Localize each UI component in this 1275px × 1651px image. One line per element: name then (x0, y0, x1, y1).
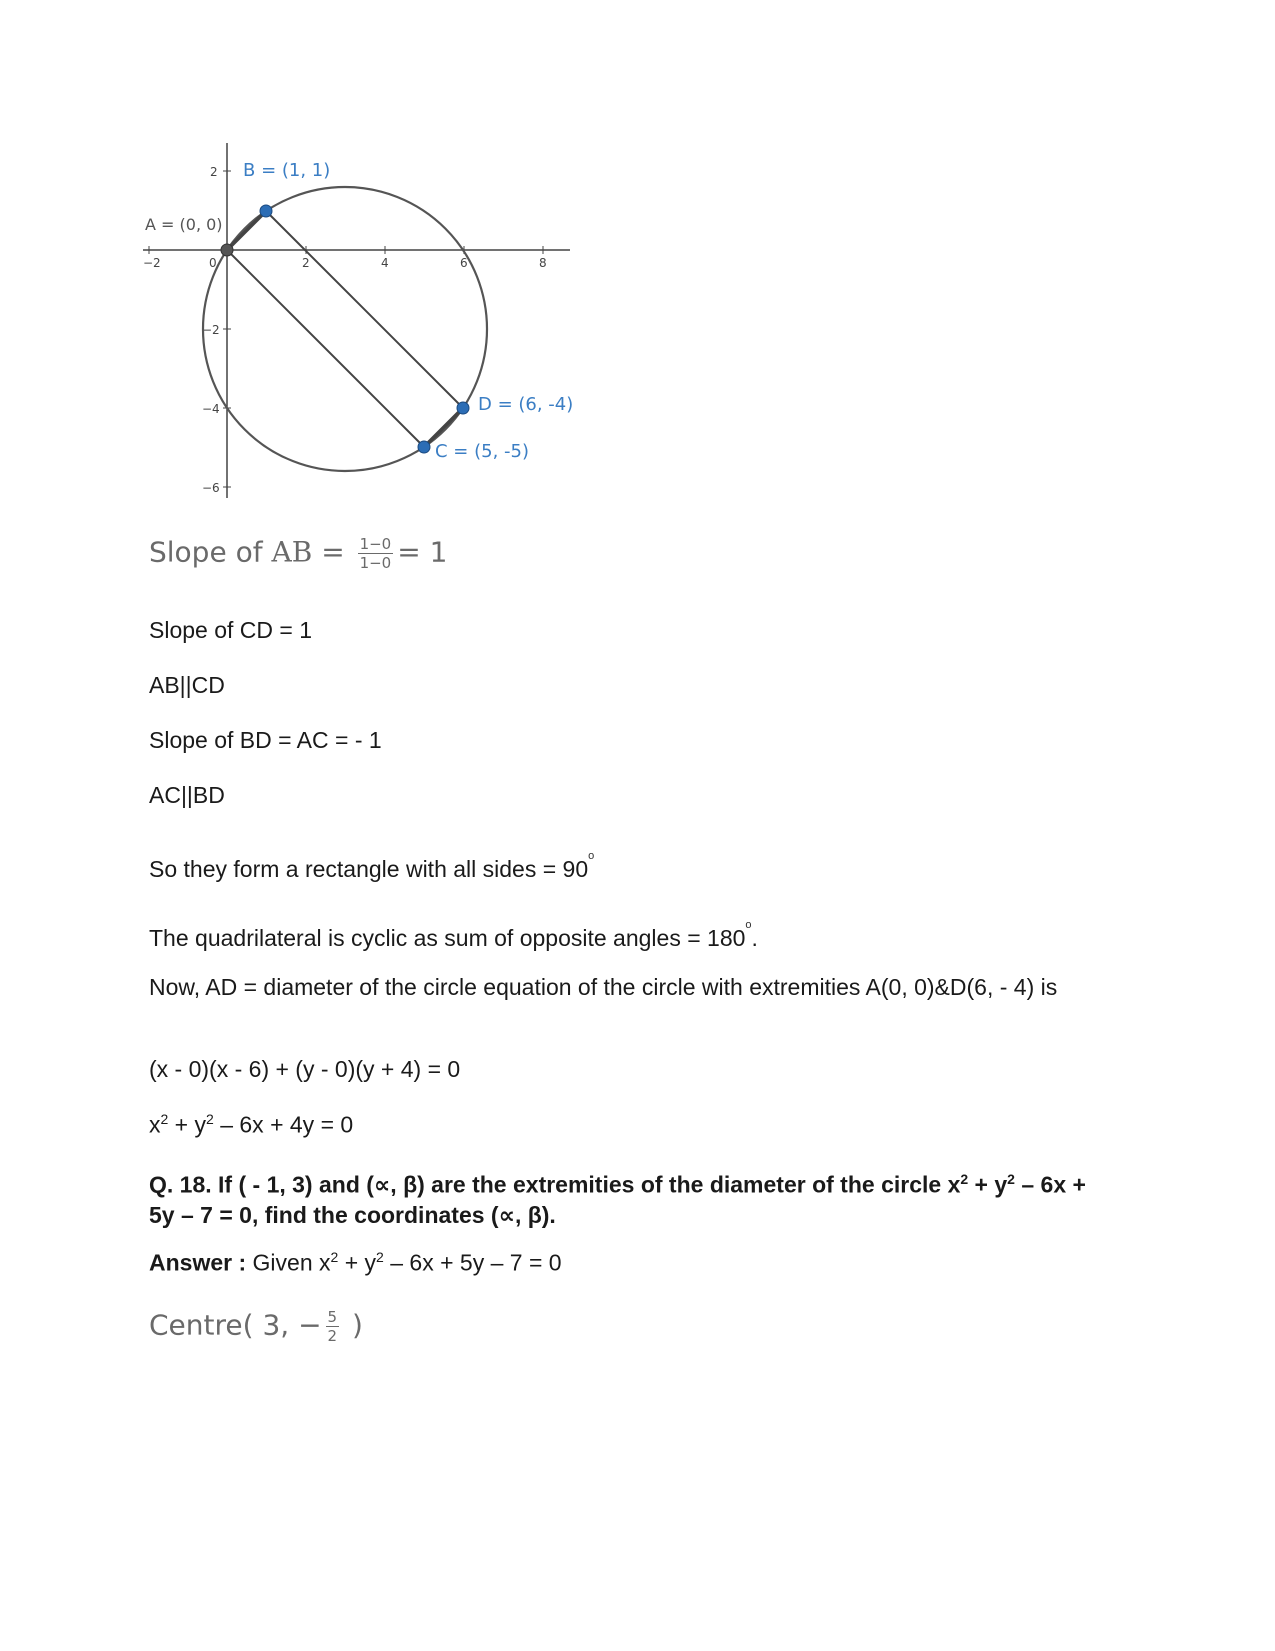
superscript: 2 (160, 1111, 169, 1127)
point-a (221, 244, 233, 256)
superscript: 2 (1007, 1171, 1015, 1187)
centre-suffix: ) (343, 1308, 363, 1342)
fraction-denominator: 2 (327, 1327, 338, 1345)
y-tick-label: −6 (202, 481, 220, 495)
x-tick-label: 6 (460, 256, 468, 270)
answer-part: + y (338, 1249, 377, 1276)
answer-line (149, 1249, 562, 1277)
ab-parallel-cd-line: AB||CD (149, 672, 225, 698)
cyclic-period: . (751, 925, 758, 951)
y-tick-label: −2 (202, 323, 220, 337)
y-tick-label: −4 (202, 402, 220, 416)
slope-bd-ac-line: Slope of BD = AC = - 1 (149, 727, 382, 753)
question-part: + y (968, 1171, 1008, 1198)
diameter-paragraph: Now, AD = diameter of the circle equation of the circle with extremities A(0, 0)&D(6, - 4) is (149, 974, 1058, 1000)
centre-formula (149, 1308, 363, 1345)
slope-ab-equals: = (321, 535, 345, 569)
eq2-part: – 6x + 4y = 0 (213, 1111, 354, 1138)
superscript: 2 (206, 1111, 214, 1127)
cyclic-line (149, 919, 758, 952)
answer-part: – 6x + 5y – 7 = 0 (383, 1249, 562, 1276)
cyclic-text: The quadrilateral is cyclic as sum of opposite angles = 180 (149, 925, 746, 951)
superscript: 2 (960, 1171, 969, 1187)
x-tick-label: 2 (302, 256, 310, 270)
equation-1: (x - 0)(x - 6) + (y - 0)(y + 4) = 0 (149, 1056, 461, 1082)
eq2-part: + y (168, 1111, 207, 1138)
eq2-part: x (149, 1111, 161, 1138)
centre-fraction (326, 1308, 340, 1345)
answer-label: Answer : (149, 1249, 247, 1276)
segment-bd (266, 211, 463, 408)
question-part: Q. 18. If ( - 1, 3) and (∝, β) are the extremities of the diameter of the circle x (149, 1171, 961, 1198)
label-point-b: B = (1, 1) (243, 160, 331, 181)
rectangle-line (149, 850, 594, 883)
figure-svg (140, 140, 600, 525)
slope-ab-result: = 1 (397, 535, 448, 569)
segment-ac (227, 250, 424, 447)
fraction-denominator: 1−0 (359, 554, 392, 572)
slope-ab-formula (149, 535, 447, 572)
y-tick-label: 2 (210, 165, 218, 179)
segment-ab (227, 211, 266, 250)
point-d (457, 402, 469, 414)
superscript: 2 (330, 1249, 339, 1265)
x-tick-label: 4 (381, 256, 389, 270)
point-c (418, 441, 430, 453)
fraction-numerator: 5 (327, 1308, 338, 1326)
point-b (260, 205, 272, 217)
label-point-c: C = (5, -5) (435, 441, 529, 462)
slope-ab-fraction (358, 535, 394, 572)
equation-2 (149, 1111, 353, 1139)
question-18 (149, 1164, 1109, 1230)
label-point-a: A = (0, 0) (145, 215, 223, 234)
x-tick-label: −2 (143, 256, 161, 270)
answer-part: Given x (246, 1249, 331, 1276)
superscript: 2 (376, 1249, 384, 1265)
label-point-d: D = (6, -4) (478, 394, 574, 415)
slope-ab-prefix: Slope of (149, 535, 263, 569)
x-tick-label: 8 (539, 256, 547, 270)
slope-ab-segment: AB (271, 535, 313, 569)
slope-cd-line: Slope of CD = 1 (149, 617, 313, 643)
degree-symbol: o (745, 919, 752, 931)
degree-symbol: o (588, 850, 595, 862)
fraction-numerator: 1−0 (359, 535, 392, 553)
circle-rectangle-figure (140, 140, 600, 525)
ac-parallel-bd-line: AC||BD (149, 782, 225, 808)
rectangle-text: So they form a rectangle with all sides = 90 (149, 856, 589, 882)
centre-prefix: Centre( 3, − (149, 1308, 322, 1342)
question-part: – 6x + 5y – 7 = 0, find the coordinates (∝, β). (149, 1171, 1086, 1228)
x-tick-label: 0 (209, 256, 217, 270)
